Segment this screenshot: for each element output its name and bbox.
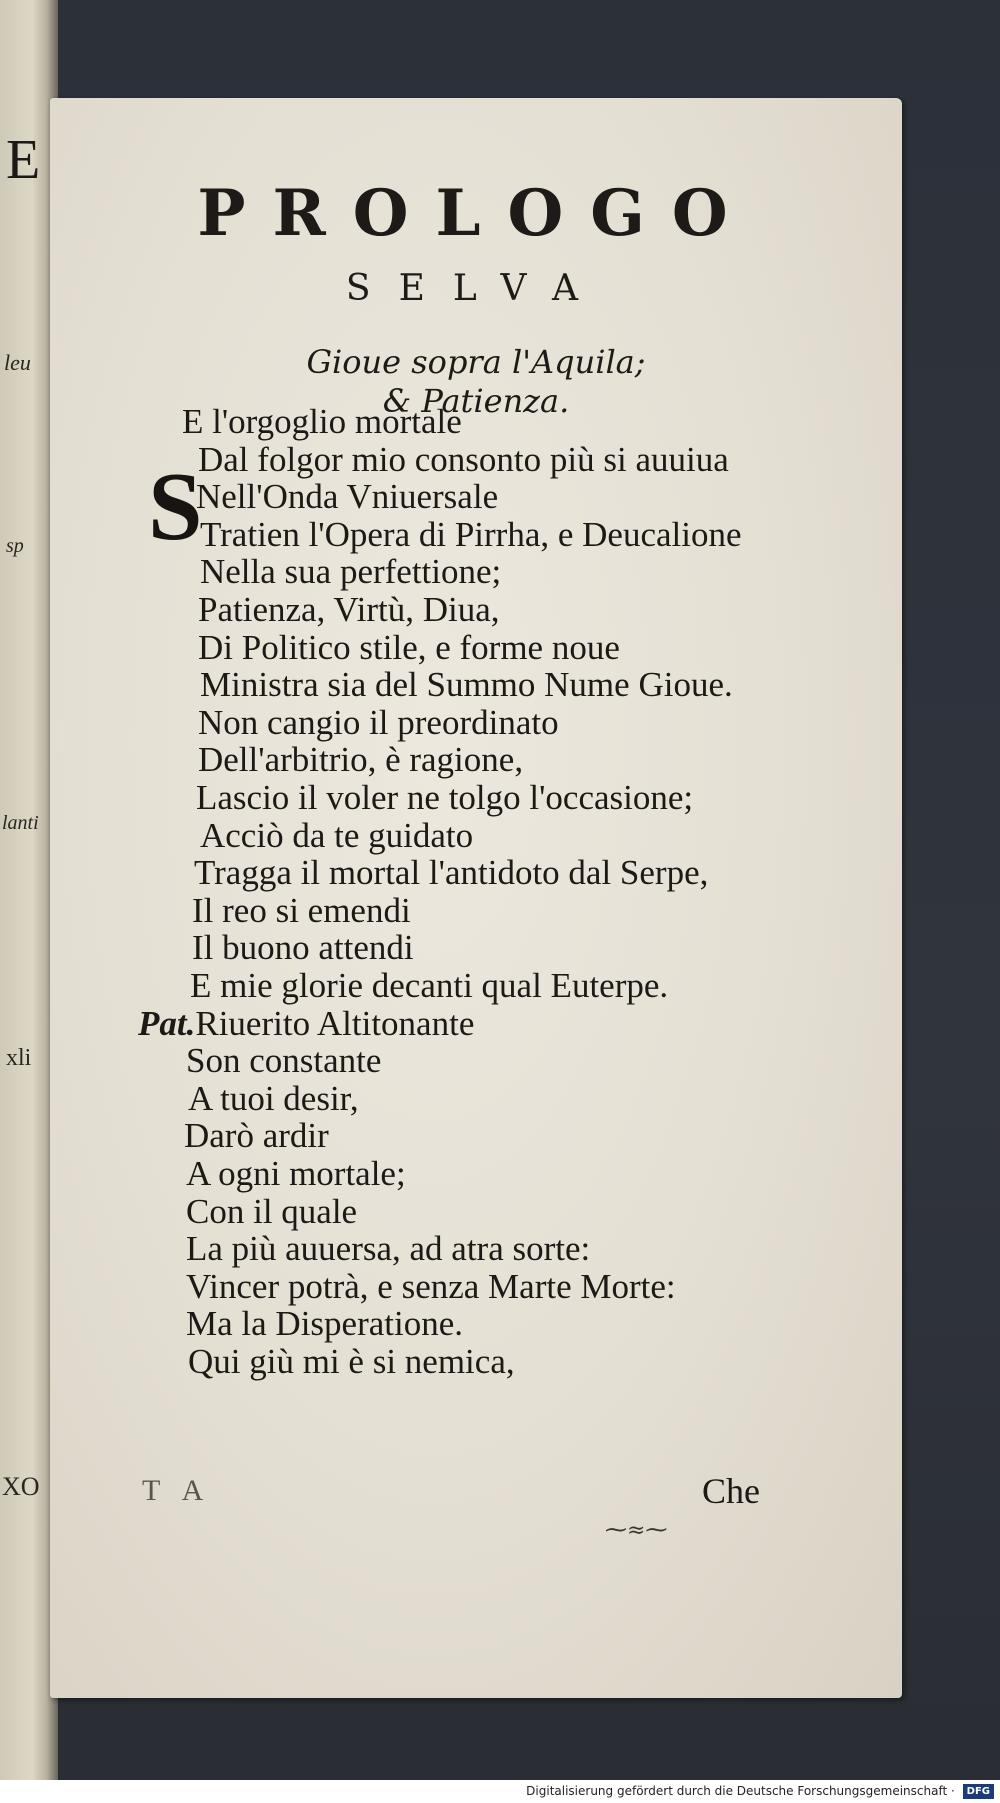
verse-line [186,1155,406,1193]
speaker-label: Pat. [138,1003,196,1043]
prev-page-fragment: XO [2,1472,40,1501]
verse-text: Il reo si emendi [192,890,411,930]
verse-line [198,704,559,742]
verse-line [200,666,733,704]
subtitle-line: & Patienza. [382,382,570,420]
verse-line [198,741,523,779]
digitization-footer: Digitalisierung gefördert durch die Deutsche Forschungsgemeinschaft · DFG [0,1780,1000,1803]
page-subheading: SELVA [345,268,607,309]
verse-text: E l'orgoglio mortale [182,402,462,441]
verse-text: Riuerito Altitonante [195,1003,475,1043]
book-page [50,98,902,1698]
verse-line [190,967,668,1005]
verse-line [200,553,501,591]
verse-text: Nella sua perfettione; [200,552,502,592]
verse-line [198,629,620,667]
verse-text: Tragga il mortal l'antidoto dal Serpe, [194,853,709,893]
verse-text: Darò ardir [184,1116,329,1156]
verse-line [138,1005,474,1043]
verse-text: Con il quale [186,1191,358,1231]
verse-line [200,516,742,554]
prev-page-fragment: sp [6,535,24,557]
verse-line [192,892,411,930]
prev-page-fragment: E [6,129,41,191]
verse-text: Dal folgor mio consonto più si auuiua [198,439,729,479]
verse-text: Ministra sia del Summo Nume Gioue. [200,665,733,705]
verse-text: Tratien l'Opera di Pirrha, e Deucalione [200,514,742,554]
verse-text: Nell'Onda Vniuersale [196,477,499,517]
prev-page-fragment: leu [4,350,31,375]
verse-text: E mie glorie decanti qual Euterpe. [190,966,669,1005]
verse-line [186,1042,381,1080]
verse-line [192,929,414,967]
prev-page-fragment: xli [6,1045,32,1071]
footer-credit: Digitalisierung gefördert durch die Deutsche Forschungsgemeinschaft [526,1784,948,1798]
verse-line [186,1193,357,1231]
verse-line [200,817,473,855]
verse-line [186,1305,463,1343]
verse-text: Acciò da te guidato [200,815,474,855]
verse-line [198,441,729,479]
verse-text: Il buono attendi [192,928,414,968]
signature-mark: T A [142,1474,212,1507]
verse-line [194,854,708,892]
verse-text: Non cangio il preordinato [198,702,559,742]
prev-page-fragment: lanti [2,812,39,834]
verse-text: Qui giù mi è si nemica, [188,1342,515,1381]
dfg-logo-icon: DFG [963,1784,994,1799]
catchword: Che [702,1471,760,1511]
verse-text: Vincer potrà, e senza Marte Morte: [186,1266,676,1306]
verse-line [186,1230,590,1268]
verse-text: Lascio il voler ne tolgo l'occasione; [196,778,694,817]
verse-text: La più auuersa, ad atra sorte: [186,1229,591,1269]
verse-line [198,591,499,629]
verse-line [188,1343,515,1381]
verse-text: Son constante [186,1041,382,1081]
subtitle-line: Gioue sopra l'Aquila; [306,343,646,381]
verse-text: A ogni mortale; [186,1154,406,1193]
verse-text: Ma la Disperatione. [186,1304,463,1344]
verse-line [182,403,462,441]
verse-line [186,1268,676,1306]
verse-line [196,779,693,817]
ornament-icon: ⁓≈⁓ [605,1518,668,1543]
verse-text: Patienza, Virtù, Diua, [198,590,500,629]
drop-cap: S [148,453,203,561]
verse-text: Di Politico stile, e forme noue [198,627,620,667]
verse-text: A tuoi desir, [188,1078,359,1118]
verse-text: Dell'arbitrio, è ragione, [198,740,524,780]
verse-line [196,478,498,516]
verse-line [188,1080,359,1118]
page-heading: PROLOGO [197,176,755,251]
verse-line [184,1117,329,1155]
